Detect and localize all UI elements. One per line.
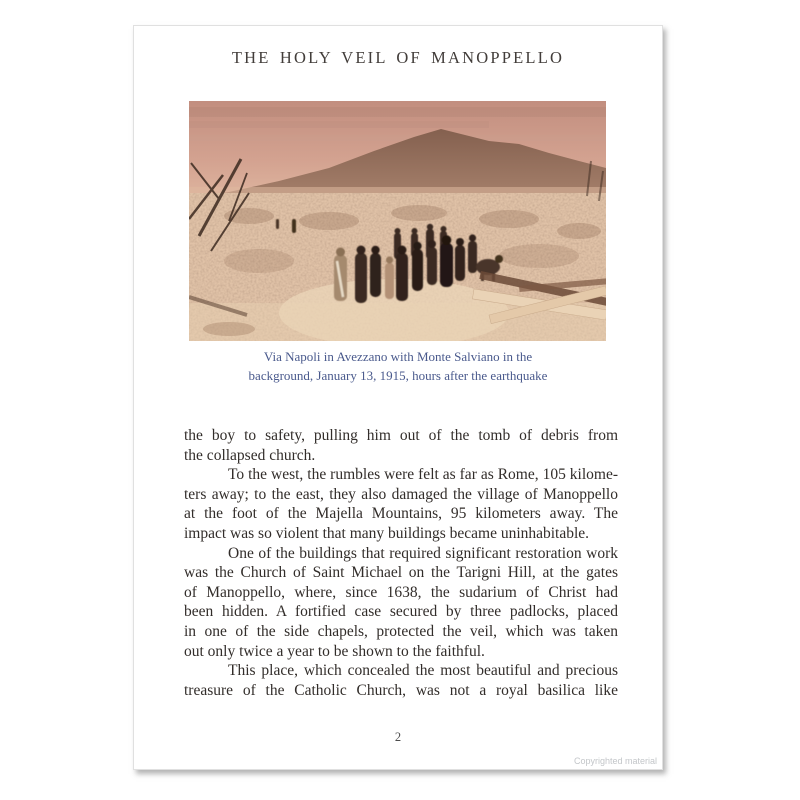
text-line: of Manoppello, where, since 1638, the sudarium of Christ had <box>184 583 618 601</box>
text-line: the boy to safety, pulling him out of the tomb of debris from <box>184 427 618 444</box>
caption-line: background, January 13, 1915, hours after the earthquake <box>248 368 548 383</box>
text-line: out only twice a year to be shown to the faithful. <box>184 642 485 660</box>
earthquake-photo-illustration <box>189 101 606 341</box>
copyright-watermark: Copyrighted material <box>573 756 657 766</box>
text-line: the collapsed church. <box>184 446 316 464</box>
book-page-sheet <box>133 25 663 770</box>
earthquake-photo <box>189 101 606 341</box>
text-line: ters away; to the east, they also damaged the village of Manoppello <box>184 485 618 503</box>
text-line: One of the buildings that required significant restoration work <box>228 544 618 562</box>
text-line: To the west, the rumbles were felt as far as Rome, 105 kilome- <box>228 466 618 484</box>
text-line: treasure of the Catholic Church, was not a royal basilica like <box>184 681 618 699</box>
page-number: 2 <box>394 730 402 744</box>
text-line: in one of the side chapels, protected the veil, which was taken <box>184 622 618 640</box>
body-text <box>184 426 618 700</box>
caption-line: Via Napoli in Avezzano with Monte Salviano in the <box>263 349 533 364</box>
text-line: was the Church of Saint Michael on the Tarigni Hill, at the gates <box>184 564 618 582</box>
figure-caption <box>134 347 662 385</box>
text-line: been hidden. A fortified case secured by three padlocks, placed <box>184 603 618 621</box>
text-line: at the foot of the Majella Mountains, 95 kilometers away. The <box>184 505 618 523</box>
text-line: impact was so violent that many buildings became uninhabitable. <box>184 524 590 542</box>
chapter-title: THE HOLY VEIL OF MANOPPELLO <box>231 48 565 67</box>
text-line: This place, which concealed the most beautiful and precious <box>228 662 618 680</box>
